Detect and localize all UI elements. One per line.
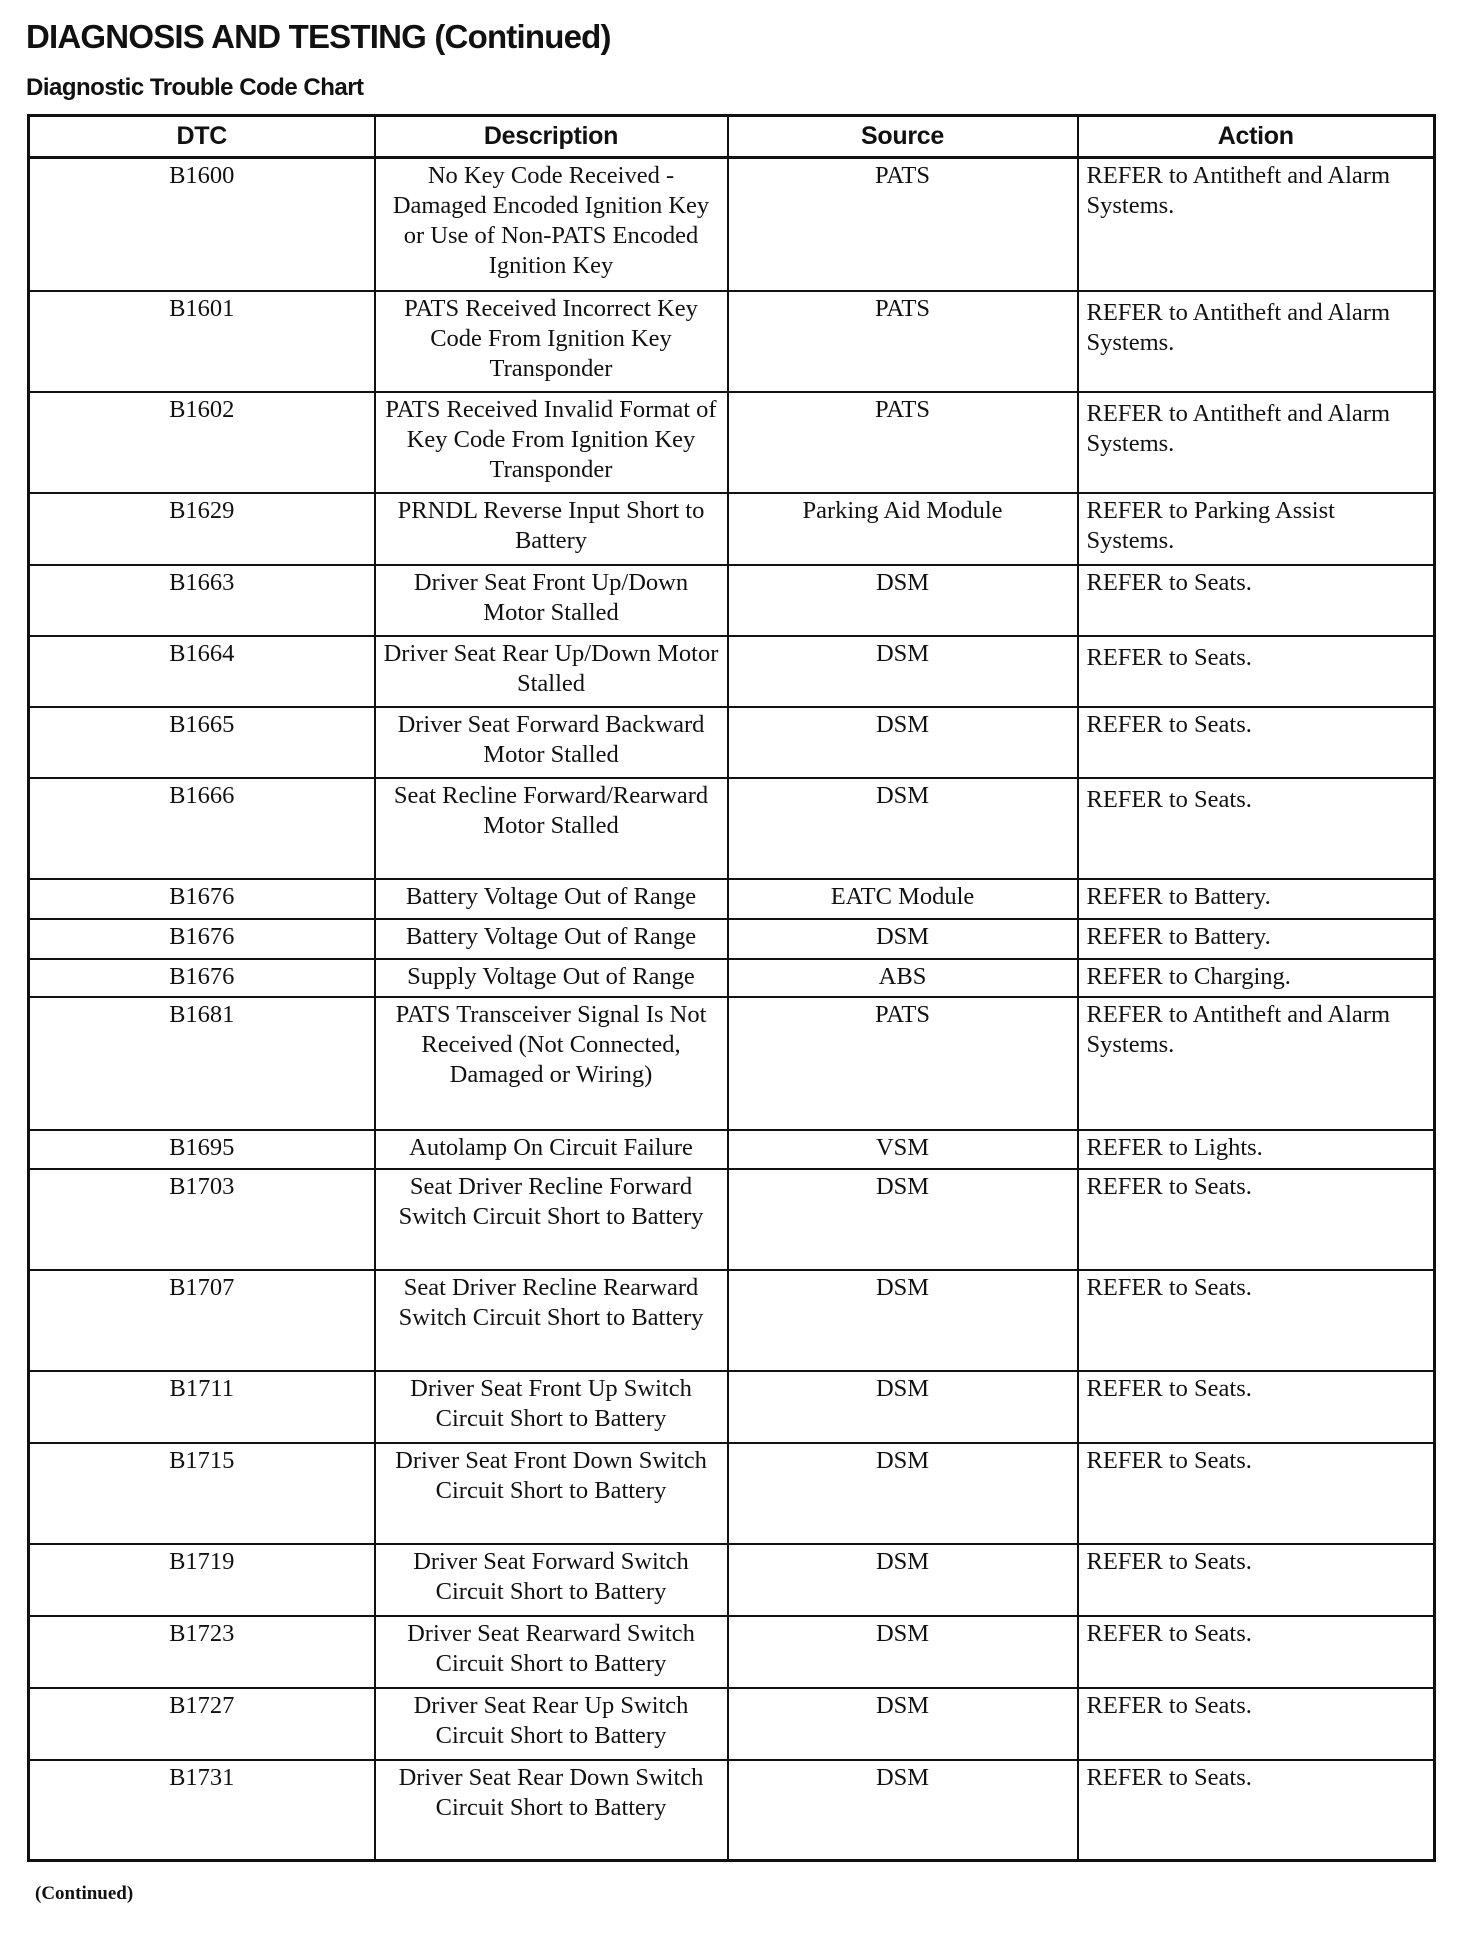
- table-row: [29, 1616, 1435, 1688]
- dtc-description: PATS Transceiver Signal Is Not Received (Not Connected, Damaged or Wiring): [375, 997, 728, 1130]
- dtc-source: DSM: [728, 1270, 1078, 1371]
- dtc-description: Driver Seat Forward Backward Motor Stalled: [375, 707, 728, 778]
- dtc-code: B1676: [29, 879, 375, 919]
- dtc-code: B1600: [29, 158, 375, 291]
- dtc-description: Seat Driver Recline Rearward Switch Circuit Short to Battery: [375, 1270, 728, 1371]
- dtc-code: B1663: [29, 565, 375, 636]
- dtc-source: DSM: [728, 707, 1078, 778]
- dtc-description: PATS Received Invalid Format of Key Code From Ignition Key Transponder: [375, 392, 728, 493]
- dtc-source: DSM: [728, 636, 1078, 707]
- dtc-description: Battery Voltage Out of Range: [375, 879, 728, 919]
- dtc-source: EATC Module: [728, 879, 1078, 919]
- table-row: [29, 1688, 1435, 1760]
- dtc-source: DSM: [728, 1544, 1078, 1616]
- dtc-code: B1715: [29, 1443, 375, 1544]
- dtc-description: Driver Seat Rearward Switch Circuit Short to Battery: [375, 1616, 728, 1688]
- dtc-source: DSM: [728, 1371, 1078, 1443]
- dtc-code: B1731: [29, 1760, 375, 1861]
- dtc-description: Supply Voltage Out of Range: [375, 959, 728, 997]
- dtc-description: PRNDL Reverse Input Short to Battery: [375, 493, 728, 565]
- dtc-source: DSM: [728, 1688, 1078, 1760]
- table-row: [29, 291, 1435, 392]
- dtc-action: REFER to Seats.: [1078, 1371, 1435, 1443]
- dtc-source: VSM: [728, 1130, 1078, 1169]
- chart-title: Diagnostic Trouble Code Chart: [26, 74, 364, 101]
- dtc-source: DSM: [728, 1760, 1078, 1861]
- dtc-description: Battery Voltage Out of Range: [375, 919, 728, 959]
- dtc-source: DSM: [728, 1443, 1078, 1544]
- dtc-action: REFER to Lights.: [1078, 1130, 1435, 1169]
- dtc-action: REFER to Parking Assist Systems.: [1078, 493, 1435, 565]
- dtc-action: REFER to Seats.: [1078, 1544, 1435, 1616]
- dtc-action: REFER to Seats.: [1078, 1443, 1435, 1544]
- dtc-description: Seat Recline Forward/Rearward Motor Stalled: [375, 778, 728, 879]
- dtc-description: Autolamp On Circuit Failure: [375, 1130, 728, 1169]
- dtc-action: REFER to Antitheft and Alarm Systems.: [1078, 997, 1435, 1130]
- table-body: [29, 158, 1435, 1861]
- page-title: DIAGNOSIS AND TESTING (Continued): [26, 18, 611, 55]
- dtc-description: Driver Seat Rear Up/Down Motor Stalled: [375, 636, 728, 707]
- dtc-code: B1695: [29, 1130, 375, 1169]
- table-row: [29, 997, 1435, 1130]
- table-row: [29, 1270, 1435, 1371]
- dtc-code: B1602: [29, 392, 375, 493]
- table-row: [29, 1760, 1435, 1861]
- column-header-source: Source: [728, 116, 1078, 158]
- dtc-action: REFER to Battery.: [1078, 879, 1435, 919]
- dtc-action: REFER to Seats.: [1078, 636, 1435, 707]
- dtc-code: B1719: [29, 1544, 375, 1616]
- dtc-source: Parking Aid Module: [728, 493, 1078, 565]
- dtc-code: B1664: [29, 636, 375, 707]
- table-row: [29, 1169, 1435, 1270]
- continued-note: (Continued): [35, 1883, 134, 1904]
- dtc-action: REFER to Seats.: [1078, 1270, 1435, 1371]
- dtc-source: PATS: [728, 291, 1078, 392]
- dtc-action: REFER to Seats.: [1078, 1616, 1435, 1688]
- dtc-source: DSM: [728, 778, 1078, 879]
- table-row: [29, 879, 1435, 919]
- dtc-code: B1666: [29, 778, 375, 879]
- dtc-source: DSM: [728, 565, 1078, 636]
- column-header-action: Action: [1078, 116, 1435, 158]
- table-row: [29, 636, 1435, 707]
- dtc-action: REFER to Seats.: [1078, 1760, 1435, 1861]
- dtc-description: Driver Seat Front Up Switch Circuit Short to Battery: [375, 1371, 728, 1443]
- dtc-action: REFER to Seats.: [1078, 1688, 1435, 1760]
- dtc-source: PATS: [728, 392, 1078, 493]
- table-row: [29, 778, 1435, 879]
- table-row: [29, 1371, 1435, 1443]
- dtc-source: ABS: [728, 959, 1078, 997]
- table-row: [29, 959, 1435, 997]
- dtc-code: B1703: [29, 1169, 375, 1270]
- dtc-description: PATS Received Incorrect Key Code From Ignition Key Transponder: [375, 291, 728, 392]
- dtc-code: B1723: [29, 1616, 375, 1688]
- dtc-source: DSM: [728, 919, 1078, 959]
- dtc-action: REFER to Seats.: [1078, 565, 1435, 636]
- dtc-description: Driver Seat Front Up/Down Motor Stalled: [375, 565, 728, 636]
- dtc-code: B1711: [29, 1371, 375, 1443]
- dtc-code: B1629: [29, 493, 375, 565]
- table-row: [29, 392, 1435, 493]
- table-row: [29, 158, 1435, 291]
- dtc-code: B1676: [29, 959, 375, 997]
- dtc-description: Seat Driver Recline Forward Switch Circuit Short to Battery: [375, 1169, 728, 1270]
- dtc-description: Driver Seat Rear Down Switch Circuit Short to Battery: [375, 1760, 728, 1861]
- dtc-action: REFER to Battery.: [1078, 919, 1435, 959]
- dtc-action: REFER to Antitheft and Alarm Systems.: [1078, 158, 1435, 291]
- dtc-action: REFER to Seats.: [1078, 778, 1435, 879]
- dtc-description: Driver Seat Rear Up Switch Circuit Short to Battery: [375, 1688, 728, 1760]
- dtc-action: REFER to Charging.: [1078, 959, 1435, 997]
- dtc-action: REFER to Antitheft and Alarm Systems.: [1078, 392, 1435, 493]
- dtc-code: B1727: [29, 1688, 375, 1760]
- dtc-action: REFER to Antitheft and Alarm Systems.: [1078, 291, 1435, 392]
- table-row: [29, 919, 1435, 959]
- dtc-code: B1681: [29, 997, 375, 1130]
- dtc-code: B1707: [29, 1270, 375, 1371]
- dtc-source: DSM: [728, 1616, 1078, 1688]
- table-row: [29, 565, 1435, 636]
- dtc-code: B1676: [29, 919, 375, 959]
- dtc-source: PATS: [728, 158, 1078, 291]
- table-header-row: [29, 116, 1435, 158]
- dtc-source: DSM: [728, 1169, 1078, 1270]
- table-row: [29, 1443, 1435, 1544]
- table-row: [29, 1544, 1435, 1616]
- table-row: [29, 493, 1435, 565]
- dtc-source: PATS: [728, 997, 1078, 1130]
- dtc-description: No Key Code Received - Damaged Encoded Ignition Key or Use of Non-PATS Encoded Ignition Key: [375, 158, 728, 291]
- dtc-description: Driver Seat Forward Switch Circuit Short to Battery: [375, 1544, 728, 1616]
- dtc-table: [27, 114, 1436, 1862]
- dtc-description: Driver Seat Front Down Switch Circuit Short to Battery: [375, 1443, 728, 1544]
- dtc-action: REFER to Seats.: [1078, 1169, 1435, 1270]
- table-row: [29, 1130, 1435, 1169]
- table-row: [29, 707, 1435, 778]
- dtc-code: B1601: [29, 291, 375, 392]
- dtc-code: B1665: [29, 707, 375, 778]
- column-header-dtc: DTC: [29, 116, 375, 158]
- dtc-action: REFER to Seats.: [1078, 707, 1435, 778]
- column-header-description: Description: [375, 116, 728, 158]
